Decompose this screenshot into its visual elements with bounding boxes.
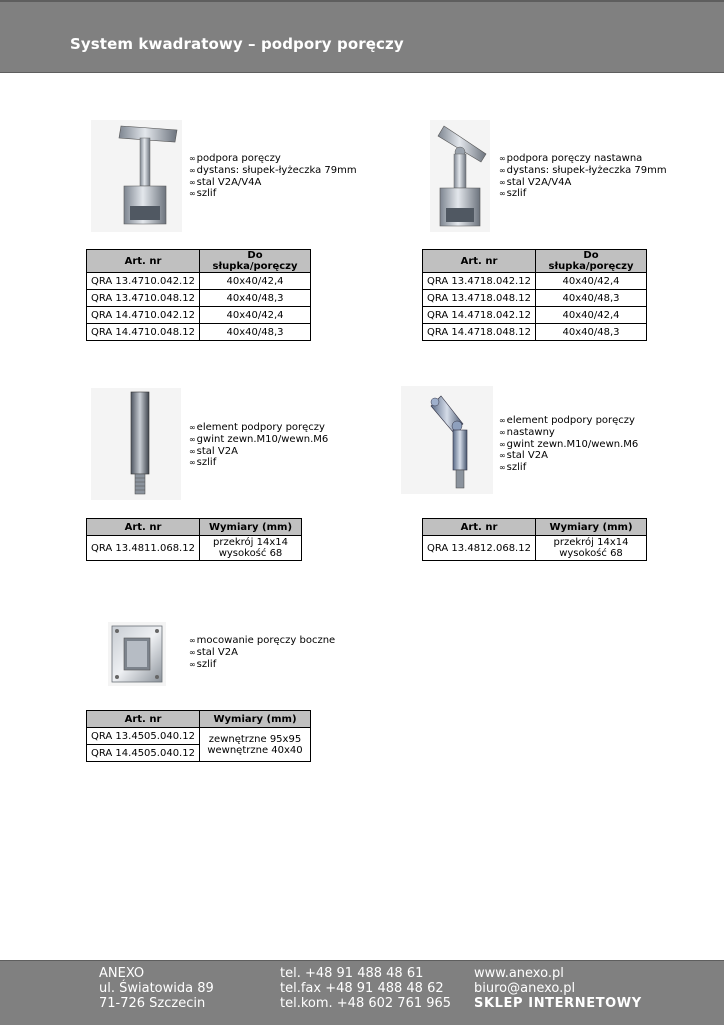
infinity-bullet-icon: ∞	[189, 189, 196, 199]
page-footer	[0, 960, 724, 1025]
col-header-art-nr: Art. nr	[423, 250, 536, 273]
table-row: QRA 13.4811.068.12 przekrój 14x14 wysokość 68	[87, 536, 302, 561]
online-shop-link[interactable]: SKLEP INTERNETOWY	[474, 996, 642, 1011]
product-1-features	[189, 153, 357, 200]
table-row: QRA 14.4718.048.12 40x40/48,3	[423, 324, 647, 341]
table-row: QRA 13.4710.048.12 40x40/48,3	[87, 290, 311, 307]
footer-address	[99, 966, 214, 1011]
feature-item: ∞szlif	[189, 658, 217, 670]
infinity-bullet-icon: ∞	[499, 463, 506, 473]
product-image-adjustable-support	[430, 120, 490, 232]
fax-number: tel.fax +48 91 488 48 62	[280, 981, 444, 996]
product-image-handrail-support	[91, 120, 182, 232]
product-5-table	[86, 710, 311, 762]
product-1-table	[86, 249, 311, 341]
feature-item: ∞szlif	[499, 188, 527, 200]
footer-phones	[280, 966, 451, 1011]
footer-web	[474, 966, 642, 1011]
col-header-fit: Do słupka/poręczy	[200, 250, 311, 273]
product-4-features	[499, 415, 638, 474]
product-4-table	[422, 518, 647, 561]
street-address: ul. Światowida 89	[99, 981, 214, 996]
infinity-bullet-icon: ∞	[189, 458, 196, 468]
col-header-fit: Do słupka/poręczy	[536, 250, 647, 273]
feature-item: ∞podpora poręczy nastawna	[499, 153, 643, 164]
infinity-bullet-icon: ∞	[189, 636, 196, 645]
feature-item: ∞podpora poręczy	[189, 153, 281, 164]
website-link[interactable]: www.anexo.pl	[474, 966, 564, 981]
company-name: ANEXO	[99, 966, 145, 981]
feature-item: ∞stal V2A	[189, 445, 238, 457]
table-row: QRA 14.4505.040.12	[87, 745, 311, 762]
table-row: QRA 13.4718.042.12 40x40/42,4	[423, 273, 647, 290]
col-header-art-nr: Art. nr	[423, 519, 536, 536]
table-row: QRA 14.4710.048.12 40x40/48,3	[87, 324, 311, 341]
feature-item: ∞stal V2A	[189, 646, 238, 658]
feature-item: ∞mocowanie poręczy boczne	[189, 635, 336, 646]
phone-number: tel. +48 91 488 48 61	[280, 966, 424, 981]
page-header	[0, 0, 724, 73]
product-3-table	[86, 518, 302, 561]
infinity-bullet-icon: ∞	[189, 423, 196, 432]
feature-item: ∞element podpory poręczy	[499, 415, 635, 426]
col-header-dimensions: Wymiary (mm)	[536, 519, 647, 536]
mobile-number: tel.kom. +48 602 761 965	[280, 996, 452, 1011]
infinity-bullet-icon: ∞	[189, 446, 196, 456]
col-header-dimensions: Wymiary (mm)	[200, 519, 302, 536]
infinity-bullet-icon: ∞	[499, 154, 506, 163]
table-row: QRA 14.4718.042.12 40x40/42,4	[423, 307, 647, 324]
feature-item: ∞nastawny	[499, 426, 555, 438]
col-header-dimensions: Wymiary (mm)	[200, 711, 311, 728]
feature-item: ∞szlif	[189, 188, 217, 200]
feature-item: ∞dystans: słupek-łyżeczka 79mm	[189, 164, 357, 176]
infinity-bullet-icon: ∞	[189, 154, 196, 163]
feature-item: ∞szlif	[499, 462, 527, 474]
infinity-bullet-icon: ∞	[499, 165, 506, 175]
product-image-support-element	[91, 388, 181, 500]
infinity-bullet-icon: ∞	[189, 647, 196, 657]
table-row: QRA 13.4812.068.12 przekrój 14x14 wysokość 68	[423, 536, 647, 561]
product-image-side-mount	[108, 622, 166, 686]
infinity-bullet-icon: ∞	[189, 165, 196, 175]
infinity-bullet-icon: ∞	[499, 177, 506, 187]
infinity-bullet-icon: ∞	[189, 434, 196, 444]
product-2-table	[422, 249, 647, 341]
infinity-bullet-icon: ∞	[499, 416, 506, 425]
infinity-bullet-icon: ∞	[499, 189, 506, 199]
product-3-features	[189, 422, 328, 469]
page-title: System kwadratowy – podpory poręczy	[70, 35, 404, 53]
feature-item: ∞stal V2A	[499, 450, 548, 462]
city-address: 71-726 Szczecin	[99, 996, 206, 1011]
feature-item: ∞dystans: słupek-łyżeczka 79mm	[499, 164, 667, 176]
table-row: QRA 13.4710.042.12 40x40/42,4	[87, 273, 311, 290]
feature-item: ∞gwint zewn.M10/wewn.M6	[499, 438, 639, 450]
infinity-bullet-icon: ∞	[189, 659, 196, 669]
table-row: QRA 14.4710.042.12 40x40/42,4	[87, 307, 311, 324]
product-image-adjustable-element	[401, 386, 493, 494]
feature-item: ∞szlif	[189, 457, 217, 469]
infinity-bullet-icon: ∞	[499, 427, 506, 437]
feature-item: ∞element podpory poręczy	[189, 422, 325, 433]
feature-item: ∞gwint zewn.M10/wewn.M6	[189, 433, 329, 445]
infinity-bullet-icon: ∞	[189, 177, 196, 187]
col-header-art-nr: Art. nr	[87, 711, 200, 728]
table-row: QRA 13.4505.040.12 zewnętrzne 95x95 wewnętrzne 40x40	[87, 728, 311, 745]
feature-item: ∞stal V2A/V4A	[499, 176, 572, 188]
table-row: QRA 13.4718.048.12 40x40/48,3	[423, 290, 647, 307]
product-5-features	[189, 635, 335, 670]
feature-item: ∞stal V2A/V4A	[189, 176, 262, 188]
product-2-features	[499, 153, 667, 200]
email-link[interactable]: biuro@anexo.pl	[474, 981, 576, 996]
col-header-art-nr: Art. nr	[87, 250, 200, 273]
col-header-art-nr: Art. nr	[87, 519, 200, 536]
infinity-bullet-icon: ∞	[499, 439, 506, 449]
infinity-bullet-icon: ∞	[499, 451, 506, 461]
